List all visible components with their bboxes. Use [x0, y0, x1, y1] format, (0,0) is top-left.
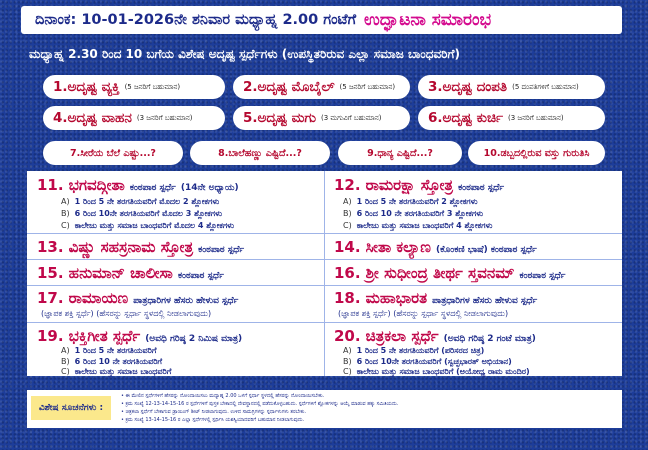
competition-20-item-c	[343, 367, 530, 377]
item-letter: B)	[343, 357, 352, 366]
luck-contest-4	[43, 106, 225, 130]
header-banner	[21, 6, 622, 34]
subheading: ಮಧ್ಯಾಹ್ನ 2.30 ರಿಂದ 10 ಬಗೆಯ ವಿಶೇಷ ಅದೃಷ್ಟ ಸ್ಪರ್ಧೆಗಳು (ಉಪಸ್ಥಿತರಿರುವ ಎಲ್ಲಾ ಸಮಾಜ ಬಾಂಧವರಿಗೆ)	[29, 46, 460, 61]
item-text: ಕಾಲೇಜು ಮತ್ತು ಸಮಾಜ ಬಾಂಧವರಿಗೆ ಮೊದಲ 4 ಶ್ಲೋಕಗಳು	[74, 221, 235, 230]
competition-number: 16.	[334, 264, 361, 282]
competition-title: ರಾಮರಕ್ಷಾ ಸ್ತೋತ್ರ	[365, 176, 454, 194]
competition-suffix: ಪಾತ್ರಧಾರಿಗಳ ಹೆಸರು ಹೇಳುವ ಸ್ಪರ್ಧೆ	[432, 296, 538, 306]
item-text: 6 ರಿಂದ 10ನೇ ತರಗತಿಯವರಿಗೆ (ಸ್ವಚ್ಛಭಾರತ್ ಅಭಿಯಾನ)	[356, 357, 512, 366]
row-divider	[27, 259, 622, 260]
luck-contest-5	[233, 106, 410, 130]
competition-number: 11.	[37, 176, 64, 194]
item-letter: C)	[343, 221, 352, 230]
competition-suffix: (ಕೊಂಕಣಿ ಭಾಷೆ) ಕಂಠಪಾಠ ಸ್ಪರ್ಧೆ	[436, 245, 537, 255]
competition-16-heading	[334, 263, 565, 282]
competition-19-item-c	[61, 367, 171, 377]
item-letter: C)	[61, 221, 70, 230]
item-letter: A)	[343, 197, 352, 206]
competition-suffix: ಕಂಠಪಾಠ ಸ್ಪರ್ಧೆ	[198, 245, 245, 255]
competition-number: 20.	[334, 327, 361, 345]
luck-contest-3	[418, 75, 605, 99]
competition-19-item-a	[61, 346, 157, 356]
competition-20-item-b	[343, 357, 512, 367]
item-letter: C)	[343, 367, 352, 376]
competition-17-heading	[37, 288, 238, 307]
item-letter: C)	[61, 367, 70, 376]
item-text: 1 ರಿಂದ 5 ನೇ ತರಗತಿಯವರಿಗೆ 2 ಶ್ಲೋಕಗಳು	[356, 197, 478, 206]
item-letter: A)	[61, 346, 70, 355]
item-letter: A)	[343, 346, 352, 355]
guess-contest-7: 7.ಸೀರೆಯ ಬೆಲೆ ಎಷ್ಟು...?	[43, 141, 183, 165]
competition-number: 12.	[334, 176, 361, 194]
competition-title: ರಾಮಾಯಣ	[68, 289, 129, 307]
competition-title: ಭಕ್ತಿಗೀತ ಸ್ಪರ್ಧೆ	[68, 327, 141, 345]
header-highlight: ಉದ್ಘಾಟನಾ ಸಮಾರಂಭ	[364, 10, 492, 30]
luck-contest-prize: (3 ಮಗುವಿಗೆ ಬಹುಮಾನ)	[321, 113, 382, 122]
competition-20-heading	[334, 326, 536, 345]
competition-number: 15.	[37, 264, 64, 282]
item-letter: B)	[61, 209, 70, 218]
guess-contest-10: 10.ಡಬ್ಬದಲ್ಲಿರುವ ವಸ್ತು ಗುರುತಿಸಿ	[468, 141, 605, 165]
competition-12-item-c	[343, 221, 492, 231]
competition-17-note: (ಜ್ಞಾಪಕ ಶಕ್ತಿ ಸ್ಪರ್ಧೆ) (ಹೆಸರನ್ನು ಸ್ಪರ್ಧಾ ಸ್ಥಳದಲ್ಲಿ ನೀಡಲಾಗುವುದು)	[41, 309, 212, 318]
luck-contest-title: 2.ಅದೃಷ್ಟ ಮೊಬೈಲ್	[243, 79, 335, 95]
item-letter: B)	[61, 357, 70, 366]
competition-13-heading	[37, 237, 244, 256]
item-letter: A)	[61, 197, 70, 206]
luck-contest-title: 6.ಅದೃಷ್ಟ ಕುರ್ಚಿ	[428, 110, 504, 126]
competition-title: ಸೀತಾ ಕಲ್ಯಾಣ	[365, 238, 431, 256]
competition-title: ಶ್ರೀ ಸುಧೀಂದ್ರ ತೀರ್ಥ ಸ್ತವನಮ್	[365, 264, 515, 282]
competition-suffix: ಕಂಠಪಾಠ ಸ್ಪರ್ಧೆ	[177, 271, 224, 281]
item-text: 6 ರಿಂದ 10 ನೇ ತರಗತಿಯವರಿಗೆ 3 ಶ್ಲೋಕಗಳು	[356, 209, 484, 218]
competition-11-heading	[37, 175, 239, 194]
item-text: 1 ರಿಂದ 5 ನೇ ತರಗತಿಯವರಿಗೆ	[74, 346, 157, 355]
competition-14-heading	[334, 237, 537, 256]
luck-contest-2	[233, 75, 410, 99]
competition-11-item-b	[61, 209, 222, 219]
note-line: • ಕ್ರಮ ಸಂಖ್ಯೆ 12-13-14-15-16 ರ ಸ್ಪರ್ಧೆಗಳಿಗೆ ಪುಸ್ತಕ ಬೇಕಾದಲ್ಲಿ ದೇವಸ್ಥಾನದಲ್ಲಿ ಪಡೆದುಕೊಳ್ಳಬಹುದು. ಸ್ಪರ್ಧೆಗಳಿಗೆ ಶ್ಲೋಕಗಳನ್ನು ಆಯ್ಕೆ ಮಾಡುವ ಹಕ್ಕು ಸಮಿತಿಯದು.	[121, 401, 399, 407]
item-letter: B)	[343, 209, 352, 218]
note-line: • ಚಿತ್ರಕಲಾ ಸ್ಪರ್ಧೆಗೆ ಬೇಕಾಗುವ ಡ್ರಾಯಿಂಗ್ ಶೀಟ್ ನೀಡಲಾಗುವುದು. ಉಳಿದ ಸಾಮಗ್ರಿಗಳನ್ನು ಸ್ಪರ್ಧಾಳುಗಳು ತರಬೇಕು.	[121, 409, 307, 415]
luck-contest-prize: (5 ಜನರಿಗೆ ಬಹುಮಾನ)	[124, 82, 181, 91]
competition-suffix: ಕಂಠಪಾಠ ಸ್ಪರ್ಧೆ	[129, 183, 176, 193]
competition-12-heading	[334, 175, 504, 194]
competition-number: 13.	[37, 238, 64, 256]
competition-11-item-c	[61, 221, 234, 231]
competition-number: 17.	[37, 289, 64, 307]
competition-extra: (14ನೇ ಅಧ್ಯಾಯ)	[180, 183, 239, 193]
item-text: ಕಾಲೇಜು ಮತ್ತು ಸಮಾಜ ಬಾಂಧವರಿಗೆ	[74, 367, 172, 376]
row-divider	[27, 322, 622, 323]
note-line: • ಈ ಮೇಲಿನ ಸ್ಪರ್ಧೆಗಳಿಗೆ ಹೆಸರನ್ನು ನೋಂದಾಯಿಸಲು ಮಧ್ಯಾಹ್ನ 2.00 ಒಳಗೆ ಸ್ಪರ್ಧಾ ಸ್ಥಳದಲ್ಲಿ ಹೆಸರನ್ನು ನೋಂದಾಯಿಸಬೇಕು.	[121, 393, 325, 399]
competition-title: ಹನುಮಾನ್ ಚಾಲೀಸಾ	[68, 264, 173, 282]
special-notes-label: ವಿಶೇಷ ಸೂಚನೆಗಳು :	[31, 396, 111, 420]
item-text: 1 ರಿಂದ 5 ನೇ ತರಗತಿಯವರಿಗೆ (ಪರಿಸರದ ಚಿತ್ರ)	[356, 346, 485, 355]
luck-contest-prize: (3 ಜನರಿಗೆ ಬಹುಮಾನ)	[508, 113, 564, 122]
competition-18-note: (ಜ್ಞಾಪಕ ಶಕ್ತಿ ಸ್ಪರ್ಧೆ) (ಹೆಸರನ್ನು ಸ್ಪರ್ಧಾ ಸ್ಥಳದಲ್ಲಿ ನೀಡಲಾಗುವುದು)	[338, 309, 509, 318]
competition-12-item-b	[343, 209, 483, 219]
competition-title: ಭಗವದ್ಗೀತಾ	[68, 176, 125, 194]
row-divider	[27, 285, 622, 286]
item-text: 1 ರಿಂದ 5 ನೇ ತರಗತಿಯವರಿಗೆ ಮೊದಲ 2 ಶ್ಲೋಕಗಳು	[74, 197, 220, 206]
competition-number: 19.	[37, 327, 64, 345]
competition-19-item-b	[61, 357, 162, 367]
competition-suffix: ಪಾತ್ರಧಾರಿಗಳ ಹೆಸರು ಹೇಳುವ ಸ್ಪರ್ಧೆ	[133, 296, 239, 306]
competition-suffix: ಕಂಠಪಾಠ ಸ್ಪರ್ಧೆ	[519, 271, 566, 281]
luck-contest-prize: (5 ದಂಪತಿಗಳಿಗೆ ಬಹುಮಾನ)	[512, 82, 579, 91]
luck-contest-title: 3.ಅದೃಷ್ಟ ದಂಪತಿ	[428, 79, 508, 95]
item-text: 6 ರಿಂದ 10 ನೇ ತರಗತಿಯವರಿಗೆ	[74, 357, 163, 366]
luck-contest-title: 1.ಅದೃಷ್ಟ ವ್ಯಕ್ತಿ	[53, 79, 120, 95]
luck-contest-prize: (3 ಜನರಿಗೆ ಬಹುಮಾನ)	[136, 113, 193, 122]
guess-contest-9: 9.ಧಾನ್ಯ ಎಷ್ಟಿದೆ...?	[338, 141, 462, 165]
competition-12-item-a	[343, 197, 478, 207]
competition-suffix: (ಅವಧಿ ಗರಿಷ್ಠ 2 ನಿಮಿಷ ಮಾತ್ರ)	[145, 334, 243, 344]
competition-19-heading	[37, 326, 242, 345]
item-text: ಕಾಲೇಜು ಮತ್ತು ಸಮಾಜ ಬಾಂಧವರಿಗೆ (ಅಯೋಧ್ಯ ರಾಮ ಮಂದಿರ)	[356, 367, 530, 376]
competition-18-heading	[334, 288, 537, 307]
competition-title: ವಿಷ್ಣು ಸಹಸ್ರನಾಮ ಸ್ತೋತ್ರ	[68, 238, 194, 256]
luck-contest-1	[43, 75, 225, 99]
luck-contest-title: 4.ಅದೃಷ್ಟ ವಾಹನ	[53, 110, 132, 126]
guess-contest-8: 8.ಬಾಲೆಹಣ್ಣು ಎಷ್ಟಿದೆ...?	[190, 141, 330, 165]
competition-title: ಮಹಾಭಾರತ	[365, 289, 428, 307]
competition-number: 14.	[334, 238, 361, 256]
competitions-table	[27, 171, 622, 376]
luck-contest-title: 5.ಅದೃಷ್ಟ ಮಗು	[243, 110, 317, 126]
header-date-text: ದಿನಾಂಕ: 10-01-2026ನೇ ಶನಿವಾರ ಮಧ್ಯಾಹ್ನ 2.00 ಗಂಟೆಗೆ	[35, 12, 357, 28]
competition-15-heading	[37, 263, 224, 282]
item-text: 6 ರಿಂದ 10ನೇ ತರಗತಿಯವರಿಗೆ ಮೊದಲ 3 ಶ್ಲೋಕಗಳು	[74, 209, 223, 218]
competition-suffix: ಕಂಠಪಾಠ ಸ್ಪರ್ಧೆ	[458, 183, 505, 193]
note-line: • ಕ್ರಮ ಸಂಖ್ಯೆ 13-14-15-16 ರ ಎಲ್ಲಾ ಸ್ಪರ್ಧೆಗಳಲ್ಲಿ ಸ್ಪರ್ಧಿಸಿ ಯಶಸ್ವಿಯಾದವರಿಗೆ ಬಹುಮಾನ ನೀಡಲಾಗುವುದು.	[121, 417, 305, 423]
column-divider	[324, 171, 325, 376]
luck-contest-prize: (5 ಜನರಿಗೆ ಬಹುಮಾನ)	[339, 82, 396, 91]
special-notes	[27, 390, 622, 428]
item-text: ಕಾಲೇಜು ಮತ್ತು ಸಮಾಜ ಬಾಂಧವರಿಗೆ 4 ಶ್ಲೋಕಗಳು	[356, 221, 493, 230]
competition-20-item-a	[343, 346, 484, 356]
luck-contest-6	[418, 106, 605, 130]
competition-number: 18.	[334, 289, 361, 307]
row-divider	[27, 233, 622, 234]
competition-title: ಚಿತ್ರಕಲಾ ಸ್ಪರ್ಧೆ	[365, 327, 439, 345]
competition-11-item-a	[61, 197, 219, 207]
competition-suffix: (ಅವಧಿ ಗರಿಷ್ಠ 2 ಗಂಟೆ ಮಾತ್ರ)	[443, 334, 536, 344]
